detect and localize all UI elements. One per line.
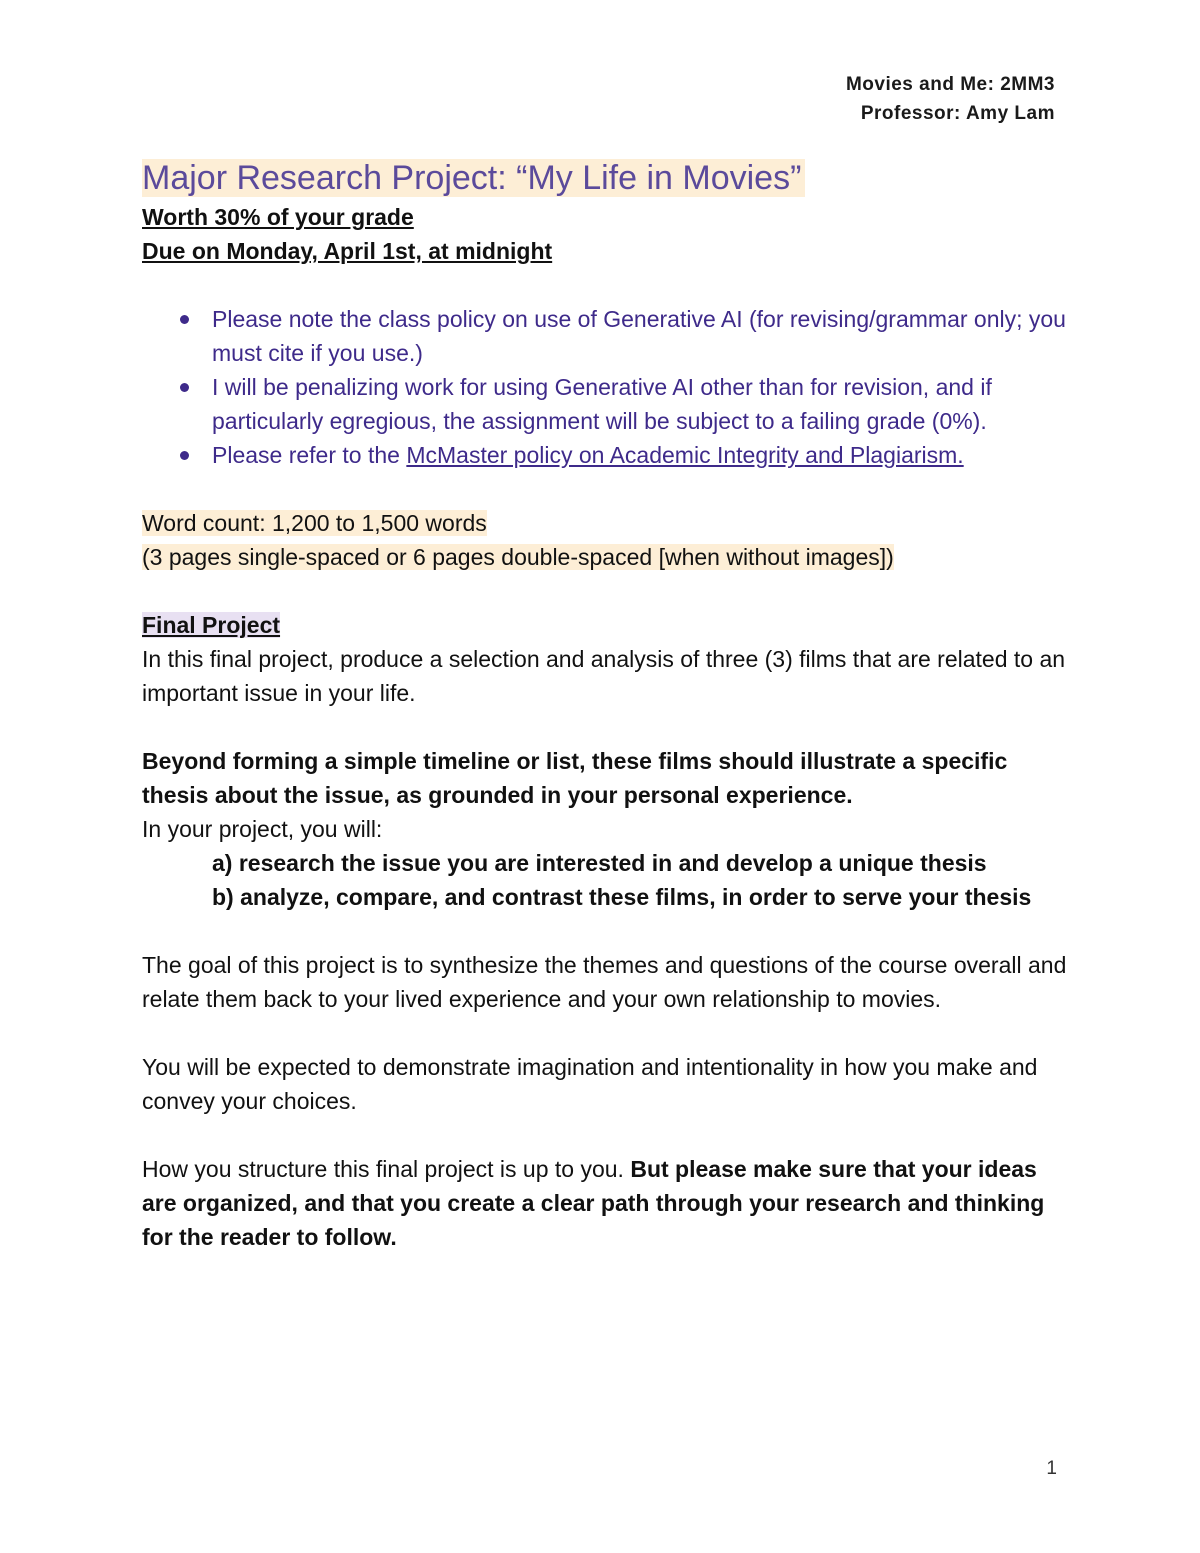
project-intro: In this final project, produce a selection and analysis of three (3) films that are related to an important issue in your life. — [142, 646, 1066, 706]
document-body — [142, 156, 1072, 1254]
grade-weight: Worth 30% of your grade — [142, 204, 414, 230]
page-header — [846, 70, 1055, 128]
due-date: Due on Monday, April 1st, at midnight — [142, 238, 553, 264]
you-will-line: In your project, you will: — [142, 816, 383, 842]
bullet-icon — [180, 451, 189, 460]
policy-list — [142, 302, 1072, 472]
page-length: (3 pages single-spaced or 6 pages double-spaced [when without images]) — [142, 544, 894, 570]
thesis-statement: Beyond forming a simple timeline or list, these films should illustrate a specific thesis about the issue, as grounded in your personal experience. — [142, 748, 1008, 808]
word-count: Word count: 1,200 to 1,500 words — [142, 510, 487, 536]
document-title: Major Research Project: “My Life in Movies” — [142, 159, 805, 197]
policy-item-ai-use: Please note the class policy on use of Generative AI (for revising/grammar only; you must cite if you use.) — [142, 302, 1072, 370]
project-goal: The goal of this project is to synthesize the themes and questions of the course overall and relate them back to your lived experience and your own relationship to movies. — [142, 952, 1067, 1012]
policy-item-penalty: I will be penalizing work for using Generative AI other than for revision, and if particularly egregious, the assignment will be subject to a failing grade (0%). — [142, 370, 1072, 438]
bullet-icon — [180, 383, 189, 392]
structure-paragraph: How you structure this final project is up to you. But please make sure that your ideas are organized, and that you create a clear path through your research and thinking for the reader to follow. — [142, 1156, 1045, 1250]
bullet-icon — [180, 315, 189, 324]
task-item-b: b) analyze, compare, and contrast these films, in order to serve your thesis — [212, 884, 1032, 910]
professor-name: Professor: Amy Lam — [860, 103, 1055, 124]
section-heading-final-project: Final Project — [142, 612, 281, 638]
course-name: Movies and Me: 2MM3 — [845, 74, 1055, 95]
task-item-a: a) research the issue you are interested in and develop a unique thesis — [212, 850, 987, 876]
academic-integrity-link[interactable]: McMaster policy on Academic Integrity and Plagiarism. — [406, 442, 964, 468]
page-number: 1 — [1046, 1458, 1057, 1479]
policy-item-integrity: Please refer to the McMaster policy on Academic Integrity and Plagiarism. — [142, 438, 1072, 472]
expectation-paragraph: You will be expected to demonstrate imagination and intentionality in how you make and convey your choices. — [142, 1054, 1038, 1114]
